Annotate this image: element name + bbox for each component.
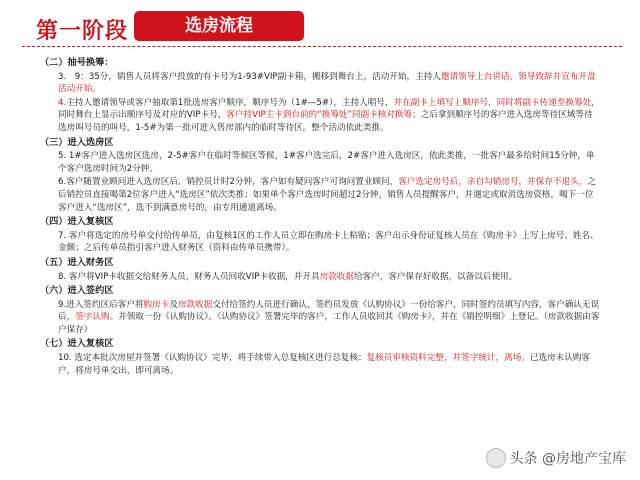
paragraph	[40, 352, 600, 377]
divider	[22, 46, 622, 47]
body-text: 及	[169, 299, 178, 310]
paragraph	[40, 230, 600, 255]
paragraph	[40, 271, 600, 284]
body-text: 给客户，客户保存好收据，以备以后使用。	[353, 271, 518, 282]
header	[0, 0, 640, 58]
paragraph	[40, 176, 600, 214]
body-text: 3. 9：35分，销售人员将客户投放的有卡号为1-93#VIP副卡箱，搬移到舞台上，活动开始，主持人	[58, 71, 441, 82]
highlight-text: 并在副卡上填写上顺序号，同时将副卡传递至换筹处，	[393, 97, 600, 108]
body-text: 主持人邀请领导或客户抽取第1批选房客户顺序，顺序号为（1#—5#），主持人唱号，	[66, 97, 394, 108]
body-text: 10. 选定本批次房屋并签署《认购协议》完毕，将手续带入总复核区进行总复核：	[58, 353, 367, 364]
paragraph	[40, 97, 600, 135]
highlight-text: 客户持VIP主卡到台前的“换筹处”同副卡核对换筹；	[226, 110, 421, 121]
highlight-text: 购房卡	[143, 299, 170, 310]
watermark-logo-icon	[486, 448, 506, 468]
body-text: 交付给签约人员进行确认，签约员发放《认购协议》一份给客户，同时签约员填写内容，客户确认无误后，	[58, 299, 600, 323]
section-title-box: 选房流程	[134, 11, 304, 41]
highlight-text: 4.	[58, 97, 67, 108]
section-heading: （五）进入财务区	[40, 256, 114, 268]
body-text: 8. 客户将VIP卡收据交给财务人员，财务人员回收VIP卡收据，并开具	[58, 271, 320, 282]
section-heading: （七）进入复核区	[40, 338, 114, 350]
highlight-text: 房款收据	[319, 271, 354, 282]
body-text: 之后拿到顺序号的客户进入选房等待区域等待选房叫号员的叫号，1-5#为第一批可进入售房部内的临时等待区。整个活动依此类推。	[58, 110, 593, 133]
document-body	[40, 55, 600, 378]
body-text: 9.进入签约区后客户将	[58, 299, 144, 310]
paragraph	[40, 150, 600, 175]
section-heading: （六）进入签约区	[40, 285, 114, 297]
paragraph	[40, 299, 600, 337]
section-heading: （二）抽号换筹：	[40, 57, 114, 68]
body-text: 同时舞台上显示出顺序号及对应的VIP卡号，	[58, 110, 227, 121]
body-text: 并领取一份《认购协议》。《认购协议》签署完毕的客户，工作人员收回其《购房卡》，并在《销控明细》上登记。（房款收据由客户保存）	[58, 312, 600, 335]
section-heading: （四）进入复核区	[40, 216, 114, 228]
phase-title: 第一阶段	[36, 19, 129, 44]
body-text: 7. 客户将选定的房号单交付给传单员，由复核1区的工作人员立即在购房卡上粘贴；客户出示身份证复核人员在《购房卡》上写上房号、姓名、金额；之后传单员指引客户进入财务区（资料由传单员携带）。	[58, 230, 599, 254]
body-text: 之后销控员直接喝第2位客户进入“选房区”依次类推；如果单个客户选房时间超过2分钟，销售人员提醒客户，并遇定或取消选房资格，喝下一位客户进入“选房区”，	[58, 177, 596, 213]
body-text: 已选房未认购客户，将房号单交出，即可离场。	[58, 353, 591, 376]
body-text: 5. 1#客户进入选房区选房，2-5#客户在临时等候区等候，1#客户选完后，2#客户进入选房区，依此类推，一批客户最多给时间15分钟，单个客户选房时间为2分钟。	[58, 151, 595, 174]
highlight-text: 房款收据	[177, 299, 213, 310]
watermark	[486, 448, 626, 468]
highlight-text: 复核员审核资料完整，并签字统计，离场。	[366, 353, 530, 364]
body-text: 6.客户随置业顾问进入选房区后，销控员计时2分钟，客户如有疑问客户可询问置业顾问，	[58, 177, 399, 188]
section-heading: （三）进入选房区	[40, 136, 114, 148]
highlight-text: 邀请领导上台讲话，领导致辞并宣布开盘活动开始。	[58, 71, 596, 95]
highlight-text: 签字认购。	[75, 312, 119, 323]
highlight-text: 客户选定房号后，亲自勾销房号，并保存不退头，	[398, 177, 588, 188]
paragraph	[40, 71, 600, 96]
body-text: 选不到满意房号的，由专用通道离场。	[135, 202, 282, 213]
watermark-text: 头条 @房地产宝库	[509, 451, 626, 467]
